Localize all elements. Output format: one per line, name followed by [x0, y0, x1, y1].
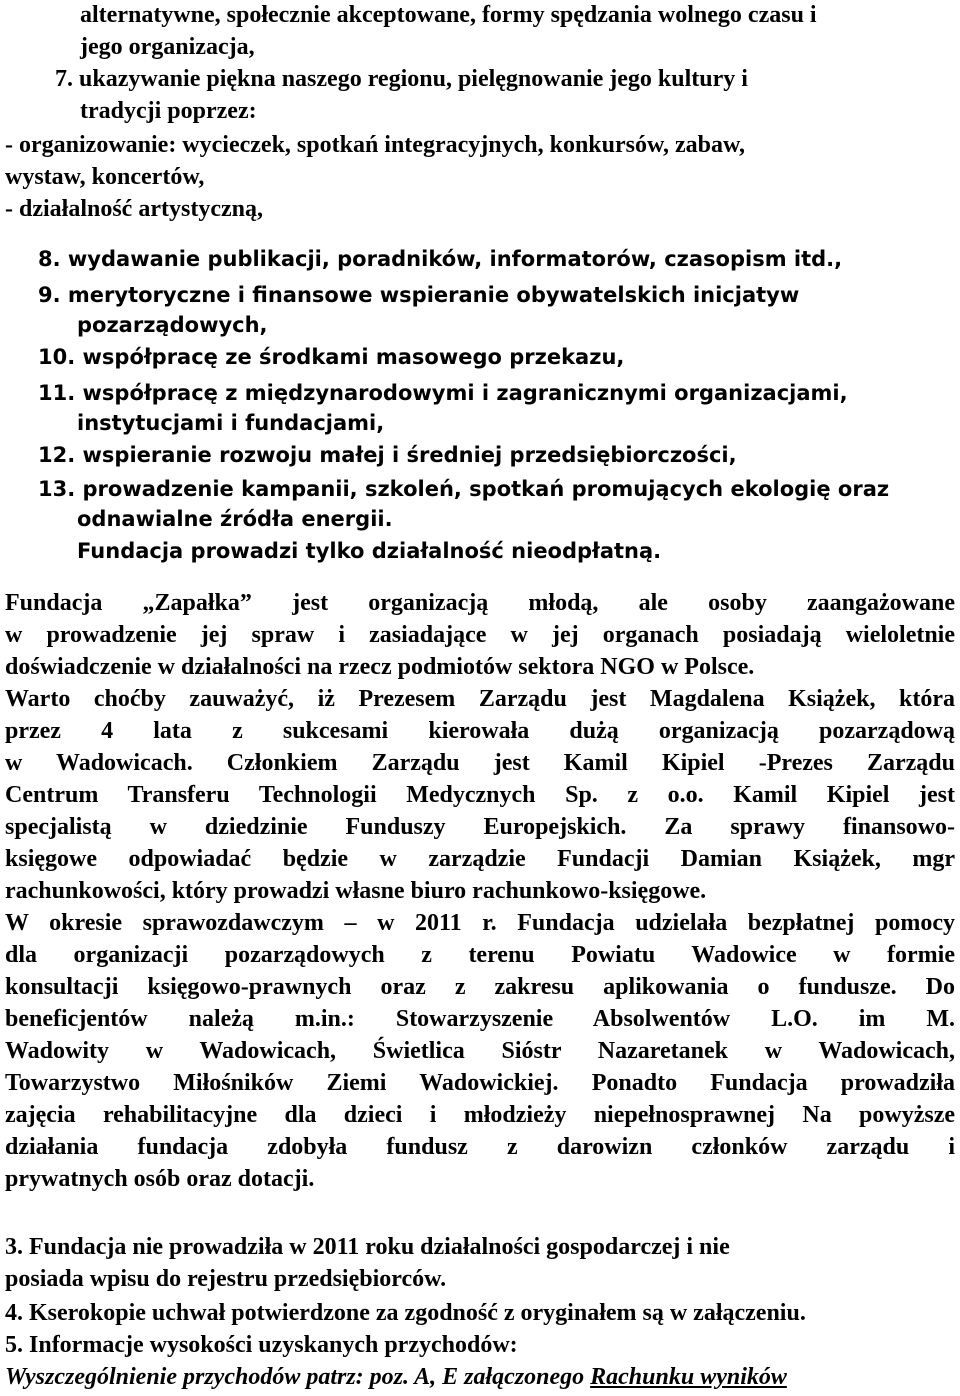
section-3: 3. Fundacja nie prowadziła w 2011 roku działalności gospodarczej i nie	[5, 1234, 730, 1260]
section-5: 5. Informacje wysokości uzyskanych przychodów:	[5, 1332, 518, 1358]
paragraph-line: księgowe odpowiadać będzie w zarządzie Fundacji Damian Książek, mgr	[5, 846, 955, 872]
note-line: Fundacja prowadzi tylko działalność nieodpłatną.	[77, 539, 662, 563]
list-item-9-cont: pozarządowych,	[77, 313, 268, 337]
paragraph-line: Centrum Transferu Technologii Medycznych Sp. z o.o. Kamil Kipiel jest	[5, 782, 955, 808]
section-4: 4. Kserokopie uchwał potwierdzone za zgodność z oryginałem są w załączeniu.	[5, 1300, 806, 1326]
text-line: tradycji poprzez:	[80, 98, 257, 124]
paragraph-line: w prowadzenie jej spraw i zasiadające w jej organach posiadają wieloletnie	[5, 622, 955, 648]
text-line: - organizowanie: wycieczek, spotkań integracyjnych, konkursów, zabaw,	[5, 132, 745, 158]
paragraph-line: zajęcia rehabilitacyjne dla dzieci i młodzieży niepełnosprawnej Na powyższe	[5, 1102, 955, 1128]
footer-text: Wyszczególnienie przychodów patrz: poz. A, E załączonego	[5, 1364, 591, 1390]
paragraph-line: rachunkowości, który prowadzi własne biuro rachunkowo-księgowe.	[5, 878, 707, 904]
text-line: wystaw, koncertów,	[5, 164, 205, 190]
list-item-12: 12. wspieranie rozwoju małej i średniej przedsiębiorczości,	[38, 443, 737, 467]
paragraph-line: specjalistą w dziedzinie Funduszy Europejskich. Za sprawy finansowo-	[5, 814, 955, 840]
text-line: - działalność artystyczną,	[5, 196, 263, 222]
paragraph-line: w Wadowicach. Członkiem Zarządu jest Kamil Kipiel -Prezes Zarządu	[5, 750, 955, 776]
section-3-cont: posiada wpisu do rejestru przedsiębiorców.	[5, 1266, 447, 1292]
paragraph-line: W okresie sprawozdawczym – w 2011 r. Fundacja udzielała bezpłatnej pomocy	[5, 910, 955, 936]
paragraph-line: doświadczenie w działalności na rzecz podmiotów sektora NGO w Polsce.	[5, 654, 755, 680]
paragraph-line: działania fundacja zdobyła fundusz z darowizn członków zarządu i	[5, 1134, 955, 1160]
list-item-9: 9. merytoryczne i finansowe wspieranie obywatelskich inicjatyw	[38, 283, 800, 307]
text-line: alternatywne, społecznie akceptowane, formy spędzania wolnego czasu i	[80, 2, 817, 28]
list-item-10: 10. współpracę ze środkami masowego przekazu,	[38, 345, 625, 369]
paragraph-line: prywatnych osób oraz dotacji.	[5, 1166, 315, 1192]
text-line: jego organizacja,	[80, 34, 255, 60]
paragraph-line: dla organizacji pozarządowych z terenu Powiatu Wadowice w formie	[5, 942, 955, 968]
list-item-7: 7. ukazywanie piękna naszego regionu, pielęgnowanie jego kultury i	[55, 66, 748, 92]
paragraph-line: Wadowity w Wadowicach, Świetlica Sióstr Nazaretanek w Wadowicach,	[5, 1038, 955, 1064]
list-item-13-cont: odnawialne źródła energii.	[77, 507, 393, 531]
paragraph-line: beneficjentów należą m.in.: Stowarzyszenie Absolwentów L.O. im M.	[5, 1006, 955, 1032]
paragraph-line: Towarzystwo Miłośników Ziemi Wadowickiej. Ponadto Fundacja prowadziła	[5, 1070, 955, 1096]
footer-underlined-text: Rachunku wyników	[590, 1364, 787, 1390]
paragraph-line: Fundacja „Zapałka” jest organizacją młodą, ale osoby zaangażowane	[5, 590, 955, 616]
paragraph-line: Warto choćby zauważyć, iż Prezesem Zarządu jest Magdalena Książek, która	[5, 686, 955, 712]
list-item-13: 13. prowadzenie kampanii, szkoleń, spotkań promujących ekologię oraz	[38, 477, 890, 501]
list-item-8: 8. wydawanie publikacji, poradników, informatorów, czasopism itd.,	[38, 247, 843, 271]
footer-line	[5, 1362, 787, 1392]
paragraph-line: konsultacji księgowo-prawnych oraz z zakresu aplikowania o fundusze. Do	[5, 974, 955, 1000]
list-item-11-cont: instytucjami i fundacjami,	[77, 411, 385, 435]
paragraph-line: przez 4 lata z sukcesami kierowała dużą organizacją pozarządową	[5, 718, 955, 744]
list-item-11: 11. współpracę z międzynarodowymi i zagranicznymi organizacjami,	[38, 381, 848, 405]
